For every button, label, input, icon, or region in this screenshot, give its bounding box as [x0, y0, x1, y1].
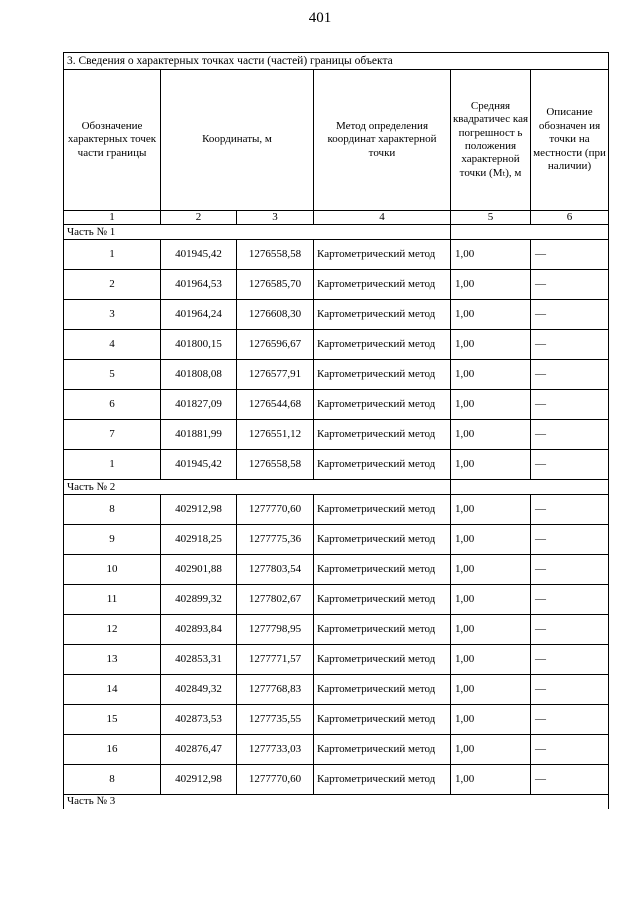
table-row: [64, 300, 609, 330]
error-cell: 1,00: [451, 645, 531, 675]
coordinate-x: 402912,98: [161, 765, 237, 795]
description-cell: —: [531, 300, 609, 330]
method-cell: Картометрический метод: [314, 675, 451, 705]
point-number: 2: [64, 270, 161, 300]
table-row: [64, 615, 609, 645]
coordinate-y: 1276558,58: [237, 450, 314, 480]
error-cell: 1,00: [451, 705, 531, 735]
error-cell: 1,00: [451, 450, 531, 480]
error-cell: 1,00: [451, 360, 531, 390]
method-cell: Картометрический метод: [314, 390, 451, 420]
table-row: [64, 585, 609, 615]
coordinate-x: 402873,53: [161, 705, 237, 735]
table-row: [64, 525, 609, 555]
point-number: 5: [64, 360, 161, 390]
point-number: 3: [64, 300, 161, 330]
error-cell: 1,00: [451, 390, 531, 420]
error-cell: 1,00: [451, 675, 531, 705]
description-cell: —: [531, 555, 609, 585]
method-cell: Картометрический метод: [314, 270, 451, 300]
coordinate-x: 401881,99: [161, 420, 237, 450]
error-cell: 1,00: [451, 735, 531, 765]
table-row: [64, 360, 609, 390]
method-cell: Картометрический метод: [314, 555, 451, 585]
coordinate-x: 402918,25: [161, 525, 237, 555]
method-cell: Картометрический метод: [314, 300, 451, 330]
point-number: 1: [64, 450, 161, 480]
description-cell: —: [531, 615, 609, 645]
description-cell: —: [531, 585, 609, 615]
part-label: Часть № 1: [64, 225, 451, 240]
column-number: 4: [314, 211, 451, 225]
description-cell: —: [531, 420, 609, 450]
table-row: [64, 270, 609, 300]
point-number: 13: [64, 645, 161, 675]
coordinate-y: 1277768,83: [237, 675, 314, 705]
table-row: [64, 765, 609, 795]
table-row: [64, 705, 609, 735]
part-row: [64, 795, 609, 809]
column-number: 3: [237, 211, 314, 225]
method-cell: Картометрический метод: [314, 705, 451, 735]
coordinate-x: 402912,98: [161, 495, 237, 525]
error-cell: 1,00: [451, 585, 531, 615]
column-number: 1: [64, 211, 161, 225]
header-method: Метод определения координат характерной точки: [314, 70, 451, 211]
section-title: 3. Сведения о характерных точках части (частей) границы объекта: [64, 53, 609, 70]
description-cell: —: [531, 495, 609, 525]
part-row: [64, 225, 609, 240]
point-number: 4: [64, 330, 161, 360]
coordinate-x: 401964,24: [161, 300, 237, 330]
table-row: [64, 420, 609, 450]
error-cell: 1,00: [451, 270, 531, 300]
description-cell: —: [531, 765, 609, 795]
table-row: [64, 675, 609, 705]
point-number: 9: [64, 525, 161, 555]
method-cell: Картометрический метод: [314, 420, 451, 450]
part-label: Часть № 2: [64, 480, 451, 495]
description-cell: —: [531, 240, 609, 270]
part-label: Часть № 3: [64, 795, 609, 809]
method-cell: Картометрический метод: [314, 735, 451, 765]
description-cell: —: [531, 675, 609, 705]
point-number: 7: [64, 420, 161, 450]
header-description: Описание обозначен ия точки на местности (при наличии): [531, 70, 609, 211]
method-cell: Картометрический метод: [314, 360, 451, 390]
point-number: 8: [64, 495, 161, 525]
method-cell: Картометрический метод: [314, 450, 451, 480]
description-cell: —: [531, 330, 609, 360]
method-cell: Картометрический метод: [314, 240, 451, 270]
coordinate-y: 1277771,57: [237, 645, 314, 675]
method-cell: Картометрический метод: [314, 765, 451, 795]
point-number: 12: [64, 615, 161, 645]
header-accuracy: Средняя квадратичес кая погрешност ь положения характерной точки (Mₜ), м: [451, 70, 531, 211]
coordinate-x: 402893,84: [161, 615, 237, 645]
table-row: [64, 555, 609, 585]
part-row: [64, 480, 609, 495]
error-cell: 1,00: [451, 330, 531, 360]
error-cell: 1,00: [451, 495, 531, 525]
method-cell: Картометрический метод: [314, 645, 451, 675]
point-number: 11: [64, 585, 161, 615]
coordinate-x: 402899,32: [161, 585, 237, 615]
coordinate-x: 401827,09: [161, 390, 237, 420]
coordinate-x: 402876,47: [161, 735, 237, 765]
table-row: [64, 390, 609, 420]
header-point-designation: Обозначение характерных точек части границы: [64, 70, 161, 211]
point-number: 1: [64, 240, 161, 270]
method-cell: Картометрический метод: [314, 585, 451, 615]
method-cell: Картометрический метод: [314, 330, 451, 360]
point-number: 15: [64, 705, 161, 735]
error-cell: 1,00: [451, 300, 531, 330]
description-cell: —: [531, 705, 609, 735]
description-cell: —: [531, 645, 609, 675]
table-row: [64, 450, 609, 480]
description-cell: —: [531, 390, 609, 420]
coordinate-x: 401964,53: [161, 270, 237, 300]
description-cell: —: [531, 270, 609, 300]
method-cell: Картометрический метод: [314, 525, 451, 555]
error-cell: 1,00: [451, 240, 531, 270]
coordinate-y: 1276608,30: [237, 300, 314, 330]
table-row: [64, 735, 609, 765]
coordinate-y: 1277798,95: [237, 615, 314, 645]
coordinate-y: 1277770,60: [237, 765, 314, 795]
point-number: 16: [64, 735, 161, 765]
coordinate-y: 1277733,03: [237, 735, 314, 765]
coordinate-x: 402849,32: [161, 675, 237, 705]
description-cell: —: [531, 735, 609, 765]
error-cell: 1,00: [451, 420, 531, 450]
coordinate-y: 1277775,36: [237, 525, 314, 555]
error-cell: 1,00: [451, 555, 531, 585]
column-number: 6: [531, 211, 609, 225]
coordinate-y: 1276585,70: [237, 270, 314, 300]
error-cell: 1,00: [451, 765, 531, 795]
table-row: [64, 240, 609, 270]
coordinate-y: 1277802,67: [237, 585, 314, 615]
description-cell: —: [531, 450, 609, 480]
error-cell: 1,00: [451, 615, 531, 645]
column-number: 5: [451, 211, 531, 225]
point-number: 10: [64, 555, 161, 585]
coordinate-y: 1276551,12: [237, 420, 314, 450]
part-row-blank-cell: [451, 480, 609, 495]
coordinate-x: 402853,31: [161, 645, 237, 675]
column-number: 2: [161, 211, 237, 225]
coordinate-x: 401945,42: [161, 450, 237, 480]
point-number: 14: [64, 675, 161, 705]
coordinate-y: 1276596,67: [237, 330, 314, 360]
boundary-points-table: [63, 52, 609, 809]
part-row-blank-cell: [451, 225, 609, 240]
method-cell: Картометрический метод: [314, 495, 451, 525]
point-number: 6: [64, 390, 161, 420]
description-cell: —: [531, 360, 609, 390]
header-coordinates: Координаты, м: [161, 70, 314, 211]
coordinate-y: 1277770,60: [237, 495, 314, 525]
table-row: [64, 330, 609, 360]
method-cell: Картометрический метод: [314, 615, 451, 645]
coordinate-y: 1276577,91: [237, 360, 314, 390]
table-row: [64, 645, 609, 675]
coordinate-x: 401808,08: [161, 360, 237, 390]
error-cell: 1,00: [451, 525, 531, 555]
table-row: [64, 495, 609, 525]
coordinate-x: 401945,42: [161, 240, 237, 270]
coordinate-y: 1277735,55: [237, 705, 314, 735]
coordinate-x: 401800,15: [161, 330, 237, 360]
coordinate-y: 1277803,54: [237, 555, 314, 585]
coordinate-x: 402901,88: [161, 555, 237, 585]
coordinate-y: 1276544,68: [237, 390, 314, 420]
coordinate-y: 1276558,58: [237, 240, 314, 270]
page-number: 401: [308, 10, 332, 26]
description-cell: —: [531, 525, 609, 555]
point-number: 8: [64, 765, 161, 795]
